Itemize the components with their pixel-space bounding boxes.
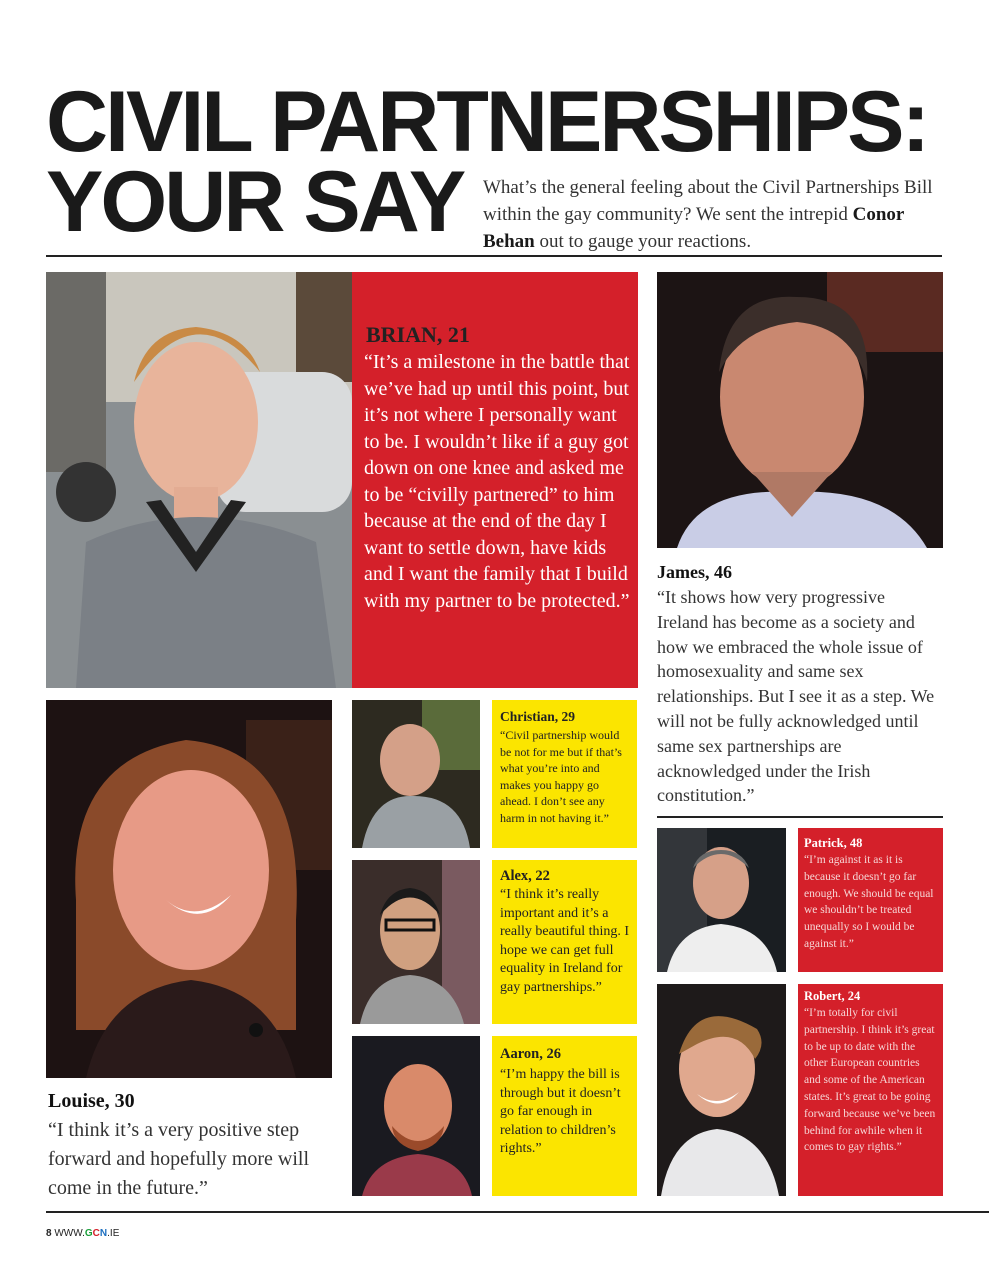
alex-photo bbox=[352, 860, 480, 1024]
intro-text bbox=[483, 174, 953, 255]
louise-quote: “I think it’s a very positive step forward and hopefully more will come in the future.” bbox=[48, 1119, 310, 1199]
james-quote: “It shows how very progressive Ireland has become as a society and how we embraced the whole issue of homosexuality and same sex relationships. But I see it as a step. We will not be fully acknowledged until same sex partnerships are acknowledged under the Irish constitution.” bbox=[657, 587, 935, 806]
robert-name: Robert, 24 bbox=[804, 989, 861, 1003]
patrick-quote-box bbox=[798, 828, 943, 972]
page-number: 8 bbox=[46, 1228, 52, 1239]
robert-quote-box bbox=[798, 984, 943, 1196]
robert-quote: “I’m totally for civil partnership. I think it’s great to be up to date with the other European countries and some of the American states. It’s great to be going forward because we’ve been behind for awhile when it comes to gay rights.” bbox=[804, 1007, 936, 1154]
footer-www: WWW. bbox=[54, 1228, 85, 1239]
alex-quote-box bbox=[492, 860, 637, 1024]
intro-lead: What’s the general feeling about the Civil Partnerships Bill within the gay community? We sent the intrepid bbox=[483, 177, 933, 225]
aaron-photo bbox=[352, 1036, 480, 1196]
patrick-name: Patrick, 48 bbox=[804, 836, 863, 850]
christian-photo bbox=[352, 700, 480, 848]
aaron-quote-box bbox=[492, 1036, 637, 1196]
headline-line-1: CIVIL PARTNERSHIPS: bbox=[46, 74, 928, 170]
footer-ie: .IE bbox=[107, 1228, 120, 1239]
patrick-photo bbox=[657, 828, 786, 972]
alex-name: Alex, 22 bbox=[500, 868, 550, 884]
christian-quote-box bbox=[492, 700, 637, 848]
patrick-quote: “I’m against it as it is because it doesn’t go far enough. We should be equal we shouldn’t be treated unequally so I would be against it.” bbox=[804, 854, 934, 950]
james-divider bbox=[657, 816, 943, 818]
robert-photo bbox=[657, 984, 786, 1196]
brian-name: BRIAN, 21 bbox=[366, 322, 470, 347]
footer-divider bbox=[46, 1211, 989, 1213]
header-divider bbox=[46, 255, 942, 257]
footer-logo-c: C bbox=[92, 1228, 100, 1239]
louise-photo bbox=[46, 700, 332, 1078]
aaron-quote: “I’m happy the bill is through but it doesn’t go far enough in relation to children’s rights.” bbox=[500, 1067, 621, 1156]
alex-quote: “I think it’s really important and it’s a really beautiful thing. I hope we can get full equality in Ireland for gay partnerships.” bbox=[500, 887, 630, 995]
christian-quote: “Civil partnership would be not for me but if that’s what you’re into and makes you happy go ahead. I don’t see any harm in not having it.” bbox=[500, 728, 622, 825]
brian-quote: “It’s a milestone in the battle that we’ve had up until this point, but it’s not where I personally want to be. I wouldn’t like if a guy got down on one knee and asked me to be “civilly partnered” to him because at the end of the day I want to settle down, have kids and I want the family that I build with my partner to be protected.” bbox=[364, 351, 630, 612]
intro-tail: out to gauge your reactions. bbox=[539, 231, 752, 252]
footer bbox=[46, 1228, 119, 1239]
brian-quote-box bbox=[352, 272, 638, 688]
louise-name: Louise, 30 bbox=[48, 1090, 135, 1112]
james-photo bbox=[657, 272, 943, 548]
footer-logo-n: N bbox=[99, 1228, 108, 1239]
james-name: James, 46 bbox=[657, 562, 732, 582]
aaron-name: Aaron, 26 bbox=[500, 1046, 561, 1062]
footer-logo-g: G bbox=[84, 1228, 93, 1239]
author-name: Conor Behan bbox=[483, 204, 904, 252]
headline-line-2: YOUR SAY bbox=[46, 154, 464, 250]
christian-name: Christian, 29 bbox=[500, 709, 576, 724]
brian-photo bbox=[46, 272, 352, 688]
